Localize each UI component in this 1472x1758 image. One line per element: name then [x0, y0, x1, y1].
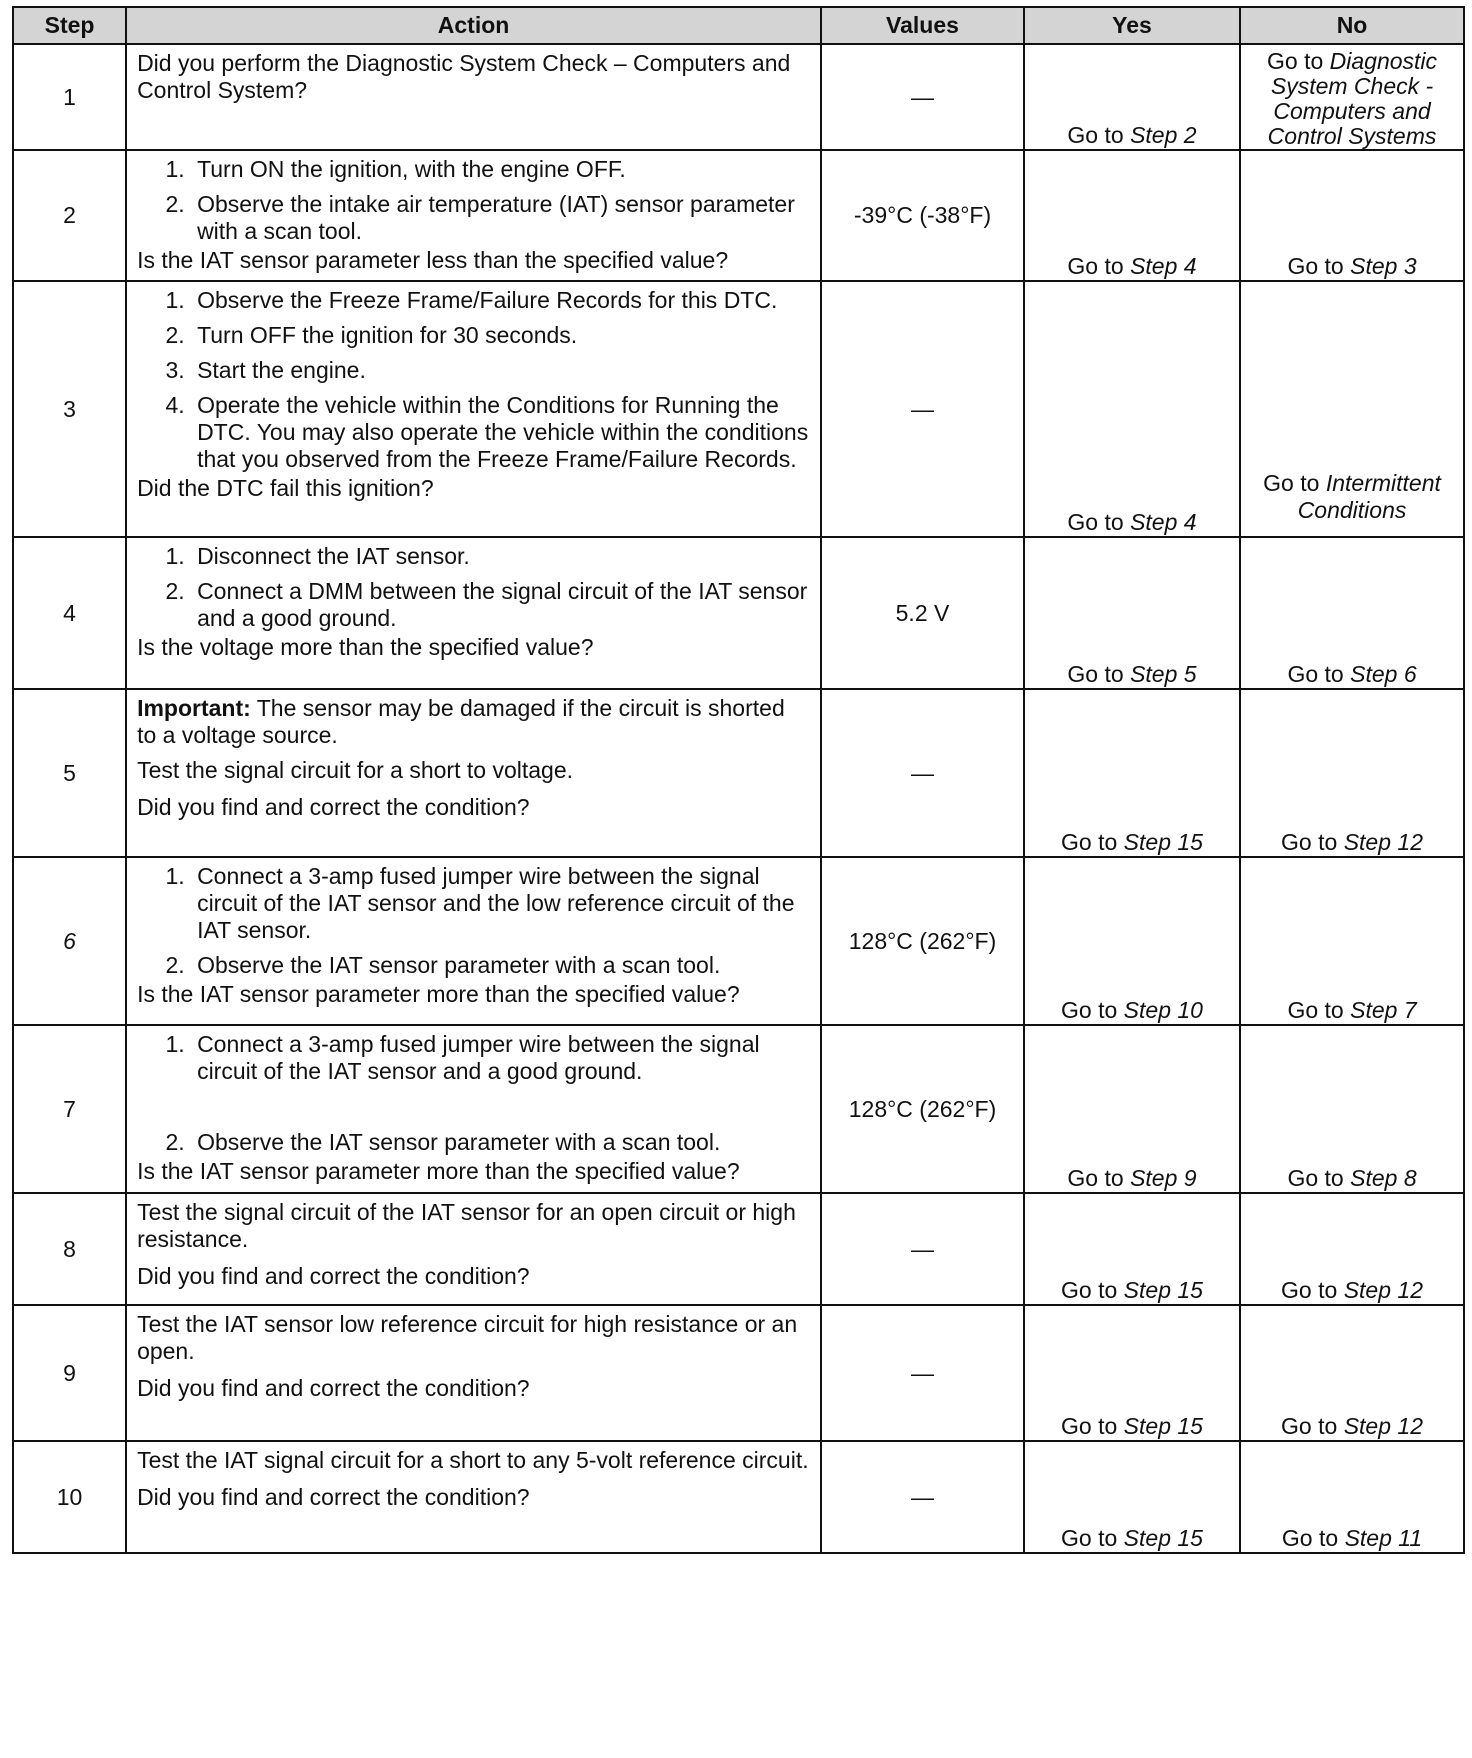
important-text: The sensor may be damaged if the circuit is shorted to a voltage source. [137, 695, 785, 748]
no-prefix: Go to [1281, 1277, 1344, 1303]
yes-prefix: Go to [1061, 829, 1124, 855]
step-number: 2 [13, 150, 126, 281]
no-link[interactable]: Step 12 [1343, 1413, 1423, 1439]
table-row [13, 1025, 1464, 1193]
action-cell [126, 150, 821, 281]
yes-prefix: Go to [1067, 1165, 1131, 1191]
table-row [13, 857, 1464, 1025]
yes-cell [1024, 281, 1240, 537]
action-cell [126, 1193, 821, 1305]
table-row [13, 281, 1464, 537]
no-cell [1240, 537, 1464, 689]
no-prefix: Go to [1287, 997, 1351, 1023]
step-number: 5 [13, 689, 126, 857]
no-prefix: Go to [1287, 253, 1351, 279]
no-cell [1240, 857, 1464, 1025]
value-cell: — [821, 689, 1024, 857]
table-row [13, 689, 1464, 857]
yes-prefix: Go to [1067, 122, 1131, 148]
action-cell [126, 1441, 821, 1553]
yes-cell [1024, 1025, 1240, 1193]
header-action: Action [126, 7, 821, 44]
action-cell [126, 689, 821, 857]
action-step: 1. Connect a 3-amp fused jumper wire between the signal circuit of the IAT sensor and the low reference circuit of the IAT sensor. [191, 863, 810, 944]
action-question: Did you find and correct the condition? [137, 1263, 530, 1289]
table-row [13, 1305, 1464, 1441]
action-question: Did the DTC fail this ignition? [137, 475, 434, 501]
yes-cell [1024, 537, 1240, 689]
yes-cell [1024, 1305, 1240, 1441]
action-steps [137, 156, 810, 245]
action-cell [126, 537, 821, 689]
action-cell [126, 1305, 821, 1441]
action-step: 2. Observe the IAT sensor parameter with a scan tool. [191, 1129, 810, 1156]
no-link[interactable]: Step 12 [1343, 829, 1423, 855]
yes-link[interactable]: Step 15 [1123, 1413, 1203, 1439]
no-link[interactable]: Step 12 [1343, 1277, 1423, 1303]
value-cell: — [821, 281, 1024, 537]
yes-prefix: Go to [1067, 509, 1131, 535]
action-steps [137, 543, 810, 632]
step-number: 6 [13, 857, 126, 1025]
action-question: Did you find and correct the condition? [137, 794, 530, 820]
no-prefix: Go to [1281, 1525, 1345, 1551]
table-row [13, 1193, 1464, 1305]
no-cell [1240, 44, 1464, 150]
yes-prefix: Go to [1061, 1413, 1124, 1439]
no-cell [1240, 1441, 1464, 1553]
step-number: 4 [13, 537, 126, 689]
header-row [13, 7, 1464, 44]
no-prefix: Go to [1281, 1413, 1344, 1439]
action-question: Is the IAT sensor parameter less than the specified value? [137, 247, 729, 273]
step-number: 10 [13, 1441, 126, 1553]
yes-prefix: Go to [1061, 1277, 1124, 1303]
step-number: 1 [13, 44, 126, 150]
important-note [137, 695, 810, 749]
yes-link[interactable]: Step 4 [1130, 253, 1197, 279]
action-step: 2. Turn OFF the ignition for 30 seconds. [191, 322, 810, 349]
step-number: 8 [13, 1193, 126, 1305]
no-link[interactable]: Step 11 [1344, 1525, 1423, 1551]
yes-cell [1024, 689, 1240, 857]
no-link[interactable]: Step 8 [1350, 1165, 1417, 1191]
header-values: Values [821, 7, 1024, 44]
action-step: 2. Connect a DMM between the signal circuit of the IAT sensor and a good ground. [191, 578, 810, 632]
no-link[interactable]: Intermittent Conditions [1297, 470, 1441, 523]
value-cell: — [821, 1441, 1024, 1553]
action-cell [126, 281, 821, 537]
no-cell [1240, 1025, 1464, 1193]
action-cell [126, 44, 821, 150]
no-cell [1240, 1193, 1464, 1305]
header-step: Step [13, 7, 126, 44]
table-row [13, 537, 1464, 689]
yes-prefix: Go to [1061, 1525, 1124, 1551]
no-cell [1240, 281, 1464, 537]
yes-cell [1024, 1441, 1240, 1553]
action-step: 1. Observe the Freeze Frame/Failure Records for this DTC. [191, 287, 810, 314]
action-step: 2. Observe the intake air temperature (IAT) sensor parameter with a scan tool. [191, 191, 810, 245]
yes-link[interactable]: Step 2 [1130, 122, 1197, 148]
no-prefix: Go to [1287, 661, 1351, 687]
yes-cell [1024, 150, 1240, 281]
yes-cell [1024, 1193, 1240, 1305]
no-cell [1240, 1305, 1464, 1441]
value-cell: — [821, 44, 1024, 150]
action-steps [137, 863, 810, 979]
step-number: 7 [13, 1025, 126, 1193]
action-steps [137, 1031, 810, 1156]
important-label: Important: [137, 695, 251, 721]
action-question: Did you find and correct the condition? [137, 1484, 530, 1510]
value-cell: 128°C (262°F) [821, 857, 1024, 1025]
value-cell: -39°C (-38°F) [821, 150, 1024, 281]
action-cell [126, 1025, 821, 1193]
value-cell: 5.2 V [821, 537, 1024, 689]
action-step: 4. Operate the vehicle within the Conditions for Running the DTC. You may also operate the vehicle within the conditions that you observed from the Freeze Frame/Failure Records. [191, 392, 810, 473]
no-prefix: Go to [1267, 48, 1330, 74]
value-cell: 128°C (262°F) [821, 1025, 1024, 1193]
yes-prefix: Go to [1067, 661, 1131, 687]
action-step: 2. Observe the IAT sensor parameter with a scan tool. [191, 952, 810, 979]
action-text: Test the signal circuit of the IAT sensor for an open circuit or high resistance. [137, 1199, 796, 1252]
yes-prefix: Go to [1061, 997, 1124, 1023]
no-link[interactable]: Step 7 [1350, 997, 1417, 1023]
action-step: 3. Start the engine. [191, 357, 810, 384]
value-cell: — [821, 1305, 1024, 1441]
yes-link[interactable]: Step 15 [1123, 1277, 1203, 1303]
action-question: Did you find and correct the condition? [137, 1375, 530, 1401]
yes-link[interactable]: Step 9 [1130, 1165, 1197, 1191]
action-question: Is the voltage more than the specified value? [137, 634, 594, 660]
header-yes: Yes [1024, 7, 1240, 44]
yes-link[interactable]: Step 15 [1123, 1525, 1203, 1551]
action-question: Is the IAT sensor parameter more than the specified value? [137, 981, 740, 1007]
no-prefix: Go to [1287, 1165, 1351, 1191]
no-link[interactable]: Step 6 [1350, 661, 1417, 687]
yes-cell [1024, 44, 1240, 150]
step-number: 3 [13, 281, 126, 537]
value-cell: — [821, 1193, 1024, 1305]
no-link[interactable]: Diagnostic System Check - Computers and Control Systems [1267, 48, 1438, 149]
yes-prefix: Go to [1067, 253, 1131, 279]
yes-link[interactable]: Step 5 [1130, 661, 1197, 687]
no-prefix: Go to [1263, 470, 1326, 496]
diagnostic-table [12, 6, 1465, 1554]
action-text: Did you perform the Diagnostic System Check – Computers and Control System? [137, 50, 791, 103]
yes-link[interactable]: Step 4 [1130, 509, 1197, 535]
yes-link[interactable]: Step 10 [1123, 997, 1203, 1023]
action-question: Is the IAT sensor parameter more than the specified value? [137, 1158, 740, 1184]
yes-cell [1024, 857, 1240, 1025]
action-step: 1. Connect a 3-amp fused jumper wire between the signal circuit of the IAT sensor and a good ground. [191, 1031, 810, 1085]
no-prefix: Go to [1281, 829, 1344, 855]
no-cell [1240, 150, 1464, 281]
action-text: Test the signal circuit for a short to voltage. [137, 757, 573, 783]
step-number: 9 [13, 1305, 126, 1441]
no-cell [1240, 689, 1464, 857]
action-cell [126, 857, 821, 1025]
table-row [13, 1441, 1464, 1553]
yes-link[interactable]: Step 15 [1123, 829, 1203, 855]
action-text: Test the IAT sensor low reference circuit for high resistance or an open. [137, 1311, 798, 1364]
table-row [13, 44, 1464, 150]
action-text: Test the IAT signal circuit for a short to any 5-volt reference circuit. [137, 1447, 809, 1473]
header-no: No [1240, 7, 1464, 44]
no-link[interactable]: Step 3 [1350, 253, 1417, 279]
action-step: 1. Disconnect the IAT sensor. [191, 543, 810, 570]
action-steps [137, 287, 810, 473]
table-row [13, 150, 1464, 281]
action-step: 1. Turn ON the ignition, with the engine OFF. [191, 156, 810, 183]
